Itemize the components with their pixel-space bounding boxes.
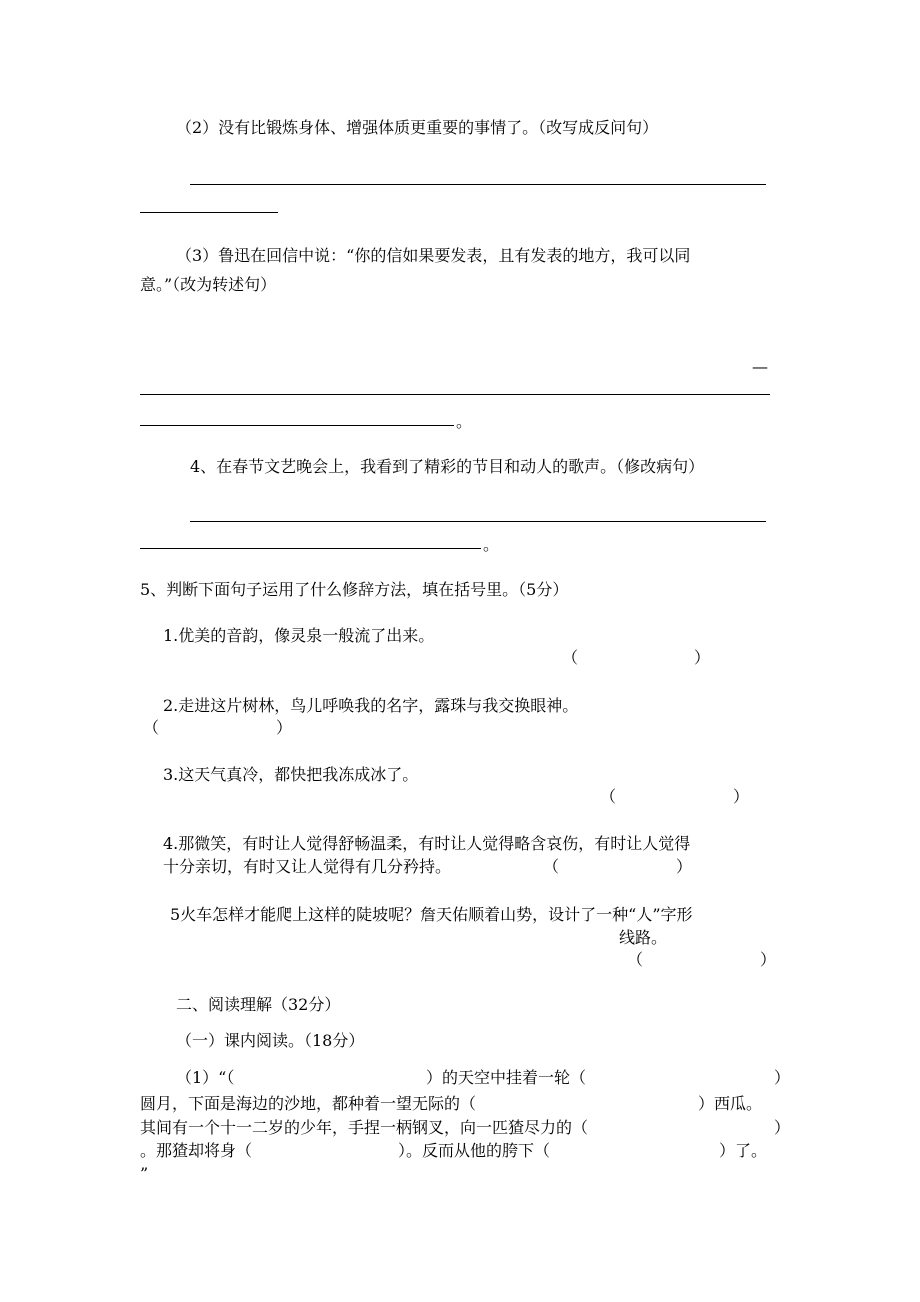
q5-title: 5、判断下面句子运用了什么修辞方法，填在括号里。（5分） (140, 580, 569, 599)
q2-text: （2）没有比锻炼身体、增强体质更重要的事情了。（改写成反问句） (176, 118, 659, 137)
passage-l4-mid: ）。反而从他的胯下（ (398, 1141, 551, 1160)
passage-l1-mid: ）的天空中挂着一轮（ (426, 1068, 587, 1087)
q5-item-5-open-paren: （ (627, 950, 644, 969)
q5-item-2-close-paren: ） (276, 718, 293, 737)
q4-end-mark: 。 (483, 535, 500, 554)
q4-text: 4、在春节文艺晚会上，我看到了精彩的节目和动人的歌声。（修改病句） (190, 457, 705, 476)
q5-item-2: 2.走进这片树林，鸟儿呼唤我的名字，露珠与我交换眼神。 (163, 696, 579, 715)
q4-answer-line-2[interactable] (140, 548, 481, 549)
q3-answer-line-1[interactable] (140, 394, 770, 395)
q5-item-4-line-1: 4.那微笑，有时让人觉得舒畅温柔，有时让人觉得略含哀伤，有时让人觉得 (163, 834, 691, 853)
q5-item-3-open-paren: （ (600, 787, 617, 806)
passage-l1-end: ） (774, 1068, 791, 1087)
q4-answer-line-1[interactable] (190, 521, 766, 522)
passage-l5: ” (140, 1164, 149, 1183)
q5-item-5-line-2: 线路。 (619, 928, 668, 947)
q5-item-4-close-paren: ） (676, 857, 693, 876)
q2-answer-line-2[interactable] (140, 212, 278, 213)
q5-item-1-open-paren: （ (562, 648, 579, 667)
q5-item-5-close-paren: ） (760, 950, 777, 969)
passage-l4-start: 。那猹却将身（ (140, 1141, 253, 1160)
q5-item-3-close-paren: ） (733, 787, 750, 806)
passage-l2-start: 圆月，下面是海边的沙地，都种着一望无际的（ (140, 1094, 477, 1113)
q5-item-1: 1.优美的音韵，像灵泉一般流了出来。 (163, 626, 435, 645)
passage-l1-start: （1）“（ (176, 1068, 235, 1087)
q5-item-1-close-paren: ） (694, 648, 711, 667)
passage-l4-end: ）了。 (719, 1141, 768, 1160)
q3-text-line-1: （3）鲁迅在回信中说：“你的信如果要发表，且有发表的地方，我可以同 (176, 246, 691, 265)
q5-item-2-open-paren: （ (143, 718, 160, 737)
q5-item-5-line-1: 5火车怎样才能爬上这样的陡坡呢？詹天佑顺着山势，设计了一种“人”字形 (170, 905, 693, 924)
q2-answer-line-1[interactable] (190, 184, 766, 185)
q3-end-mark: 。 (456, 412, 473, 431)
reading-subsection-title: （一）课内阅读。（18分） (176, 1031, 365, 1050)
passage-l3-end: ） (774, 1118, 791, 1137)
q3-answer-line-2[interactable] (140, 425, 454, 426)
passage-l2-end: ）西瓜。 (698, 1094, 763, 1113)
reading-section-title: 二、阅读理解（32分） (176, 995, 341, 1014)
q5-item-4-line-2: 十分亲切，有时又让人觉得有几分矜持。 (163, 857, 452, 876)
q3-text-line-2: 意。”（改为转述句） (140, 275, 277, 294)
q3-dash: — (752, 357, 768, 376)
passage-l3-start: 其间有一个十一二岁的少年，手捏一柄钢叉，向一匹猹尽力的（ (140, 1118, 589, 1137)
q5-item-3: 3.这天气真冷，都快把我冻成冰了。 (163, 765, 419, 784)
q5-item-4-open-paren: （ (543, 857, 560, 876)
